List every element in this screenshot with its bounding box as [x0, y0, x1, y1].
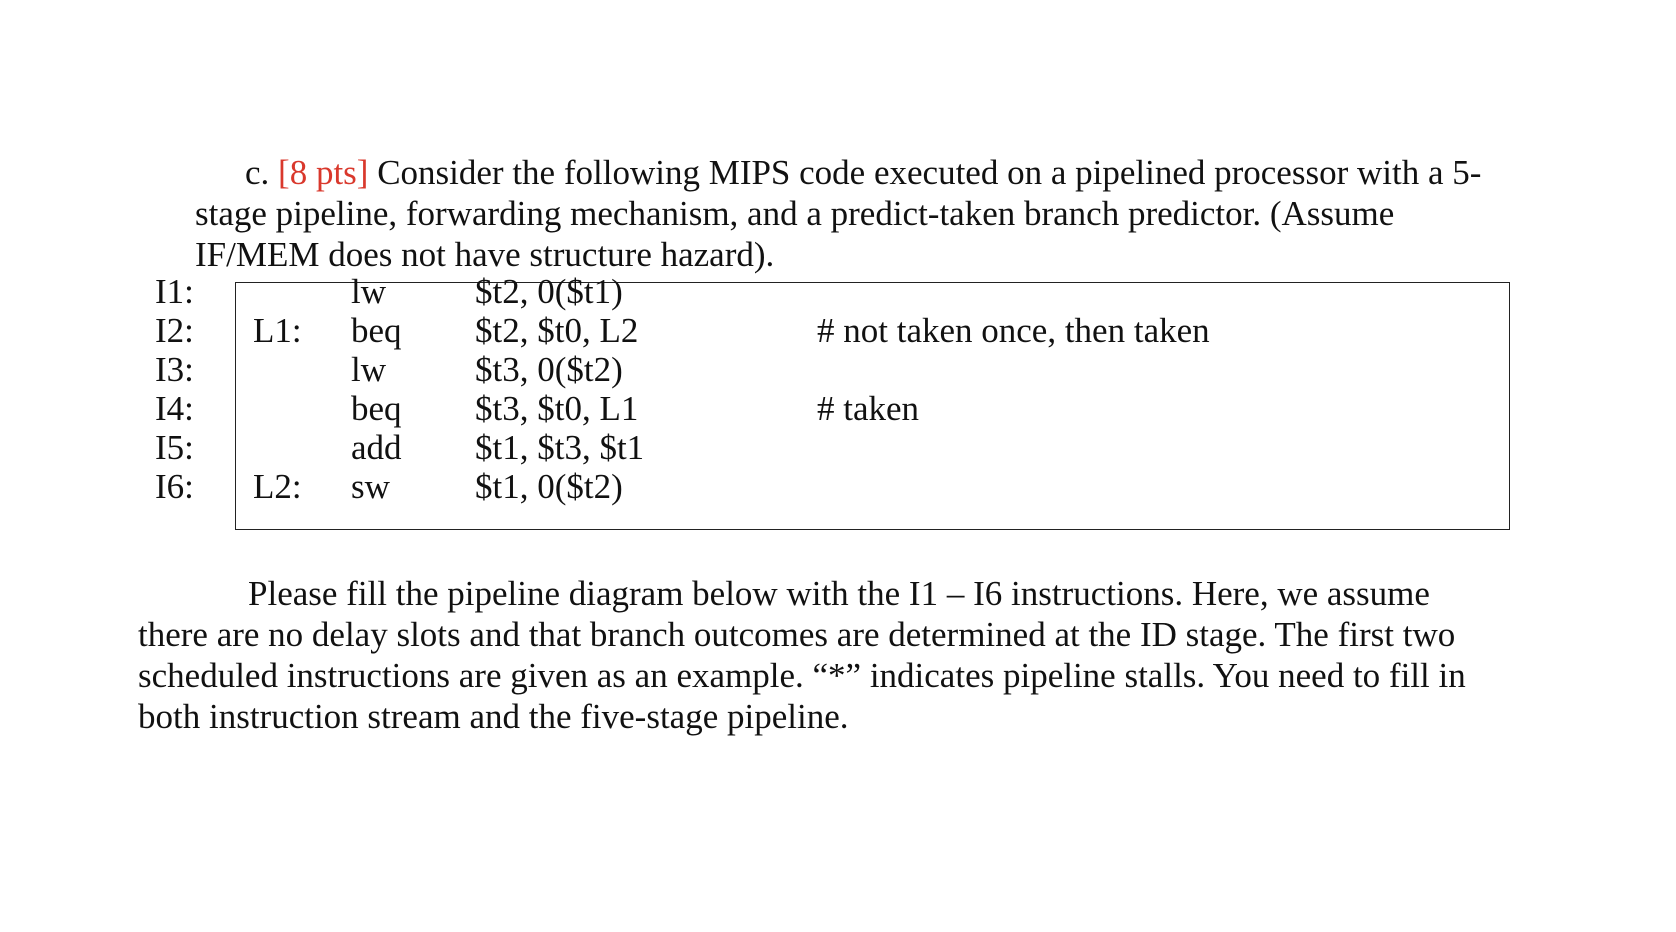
mips-code-listing — [155, 272, 1515, 534]
instruction-opcode: beq — [351, 311, 402, 350]
instruction-opcode: sw — [351, 467, 390, 506]
code-row — [155, 466, 1515, 508]
instruction-operands: $t3, 0($t2) — [475, 350, 623, 389]
problem-text-1: Consider the following MIPS code executed on a pipelined processor with a 5- — [377, 153, 1482, 192]
code-row — [155, 349, 1515, 391]
instruction-id: I6: — [155, 467, 194, 506]
instruction-opcode: lw — [351, 350, 386, 389]
problem-points: [8 pts] — [278, 153, 369, 192]
instruction-opcode: beq — [351, 389, 402, 428]
problem-line-2: stage pipeline, forwarding mechanism, and a predict-taken branch predictor. (Assume — [195, 194, 1395, 233]
problem-label: c. — [245, 153, 270, 192]
instruction-id: I4: — [155, 389, 194, 428]
instruction-opcode: lw — [351, 272, 386, 311]
instruction-label: L2: — [253, 467, 302, 506]
instruction-operands: $t2, $t0, L2 — [475, 311, 639, 350]
instruction-comment: # not taken once, then taken — [817, 311, 1210, 350]
instruction-id: I3: — [155, 350, 194, 389]
instruction-id: I5: — [155, 428, 194, 467]
instruction-opcode: add — [351, 428, 402, 467]
instructions-line-2: there are no delay slots and that branch outcomes are determined at the ID stage. The first two — [138, 615, 1456, 654]
problem-statement — [195, 152, 1555, 275]
instruction-id: I2: — [155, 311, 194, 350]
code-row — [155, 427, 1515, 469]
problem-line-3: IF/MEM does not have structure hazard). — [195, 235, 775, 274]
instruction-operands: $t2, 0($t1) — [475, 272, 623, 311]
instruction-label: L1: — [253, 311, 302, 350]
instruction-operands: $t3, $t0, L1 — [475, 389, 639, 428]
instruction-id: I1: — [155, 272, 194, 311]
code-row — [155, 271, 1515, 313]
instruction-operands: $t1, $t3, $t1 — [475, 428, 645, 467]
instructions-line-3: scheduled instructions are given as an example. “*” indicates pipeline stalls. You need to fill in — [138, 656, 1466, 695]
instruction-operands: $t1, 0($t2) — [475, 467, 623, 506]
code-row — [155, 310, 1515, 352]
problem-line-1 — [245, 152, 1555, 193]
code-row — [155, 388, 1515, 430]
instructions-line-4: both instruction stream and the five-stage pipeline. — [138, 697, 849, 736]
instructions-paragraph — [138, 573, 1538, 737]
instruction-comment: # taken — [817, 389, 920, 428]
instructions-line-1: Please fill the pipeline diagram below with the I1 – I6 instructions. Here, we assume — [248, 574, 1430, 613]
